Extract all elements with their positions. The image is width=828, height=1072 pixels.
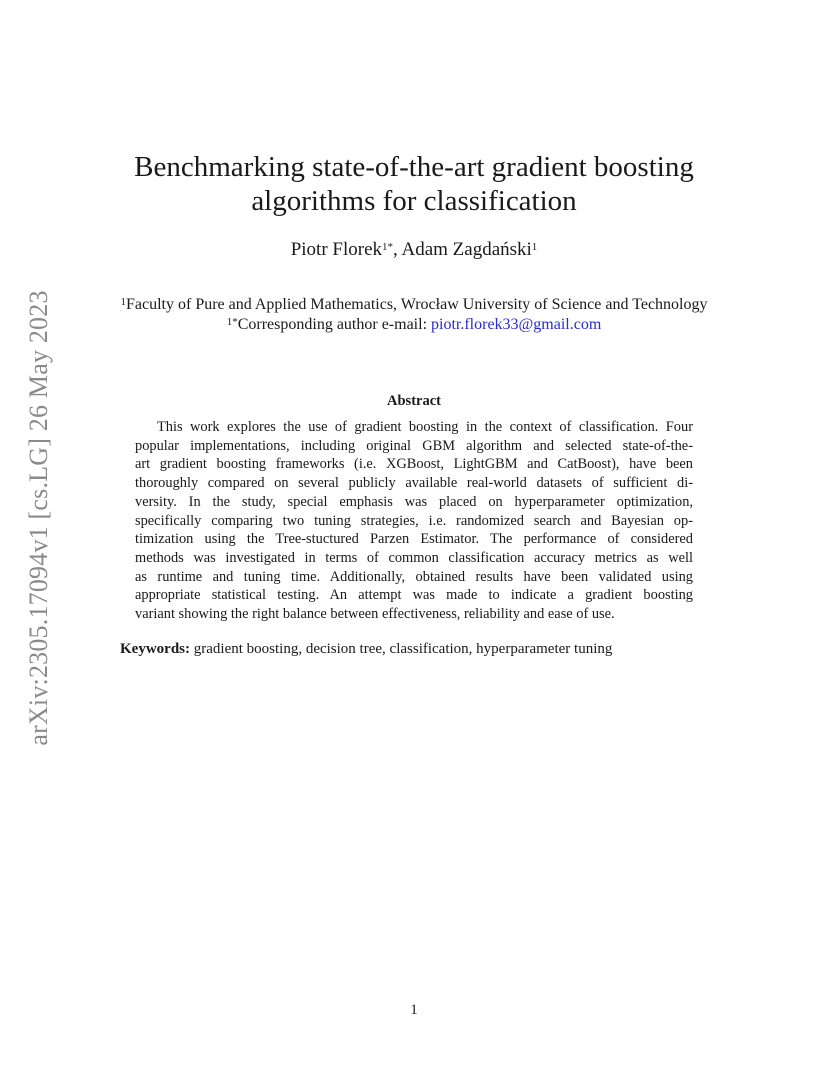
arxiv-identifier-stamp: arXiv:2305.17094v1 [cs.LG] 26 May 2023 [24, 290, 53, 746]
abstract-line: timization using the Tree-stuctured Parzen Estimator. The performance of considered [135, 531, 693, 548]
abstract-heading: Abstract [387, 393, 441, 409]
abstract-line: popular implementations, including original GBM algorithm and selected state-of-the- [135, 437, 693, 454]
affiliation-superscript: 1 [120, 296, 126, 308]
corresponding-superscript: 1* [226, 316, 238, 328]
abstract-line: specifically comparing two tuning strategies, i.e. randomized search and Bayesian op- [135, 512, 693, 529]
affiliation-text: Faculty of Pure and Applied Mathematics, Wrocław University of Science and Technology [126, 296, 708, 313]
abstract-body [135, 418, 693, 624]
author-name: Piotr Florek [290, 239, 383, 260]
keywords-label: Keywords: [120, 641, 190, 657]
abstract-line: versity. In the study, special emphasis was placed on hyperparameter optimization, [135, 493, 693, 510]
author-superscript: 1* [382, 241, 394, 253]
corresponding-author-line [0, 315, 828, 335]
author-separator: , [393, 239, 402, 260]
author-superscript: 1 [531, 241, 538, 253]
title-line-2: algorithms for classification [251, 185, 577, 217]
abstract-line: appropriate statistical testing. An attempt was made to indicate a gradient boosting [135, 587, 693, 604]
title-line-1: Benchmarking state-of-the-art gradient boosting [134, 151, 694, 183]
corresponding-author-label: Corresponding author e-mail: [237, 316, 432, 333]
author-list [0, 238, 828, 262]
abstract-line: thoroughly compared on several publicly available real-world datasets of sufficient di- [135, 475, 693, 492]
abstract-line: variant showing the right balance between effectiveness, reliability and ease of use. [135, 606, 615, 623]
page-number: 1 [410, 1002, 418, 1018]
abstract-line: art gradient boosting frameworks (i.e. XGBoost, LightGBM and CatBoost), have been [135, 456, 693, 473]
paper-title [0, 150, 828, 218]
affiliation-line [0, 295, 828, 315]
author-email-link[interactable]: piotr.florek33@gmail.com [431, 316, 602, 333]
keywords-line [120, 639, 720, 659]
author-name: Adam Zagdański [401, 239, 532, 260]
abstract-line: This work explores the use of gradient boosting in the context of classification. Four [157, 419, 693, 435]
abstract-line: methods was investigated in terms of common classification accuracy metrics as well [135, 549, 693, 566]
abstract-line: as runtime and tuning time. Additionally, obtained results have been validated using [135, 568, 693, 585]
affiliation-block [0, 295, 828, 335]
keywords-text: gradient boosting, decision tree, classification, hyperparameter tuning [190, 641, 613, 657]
